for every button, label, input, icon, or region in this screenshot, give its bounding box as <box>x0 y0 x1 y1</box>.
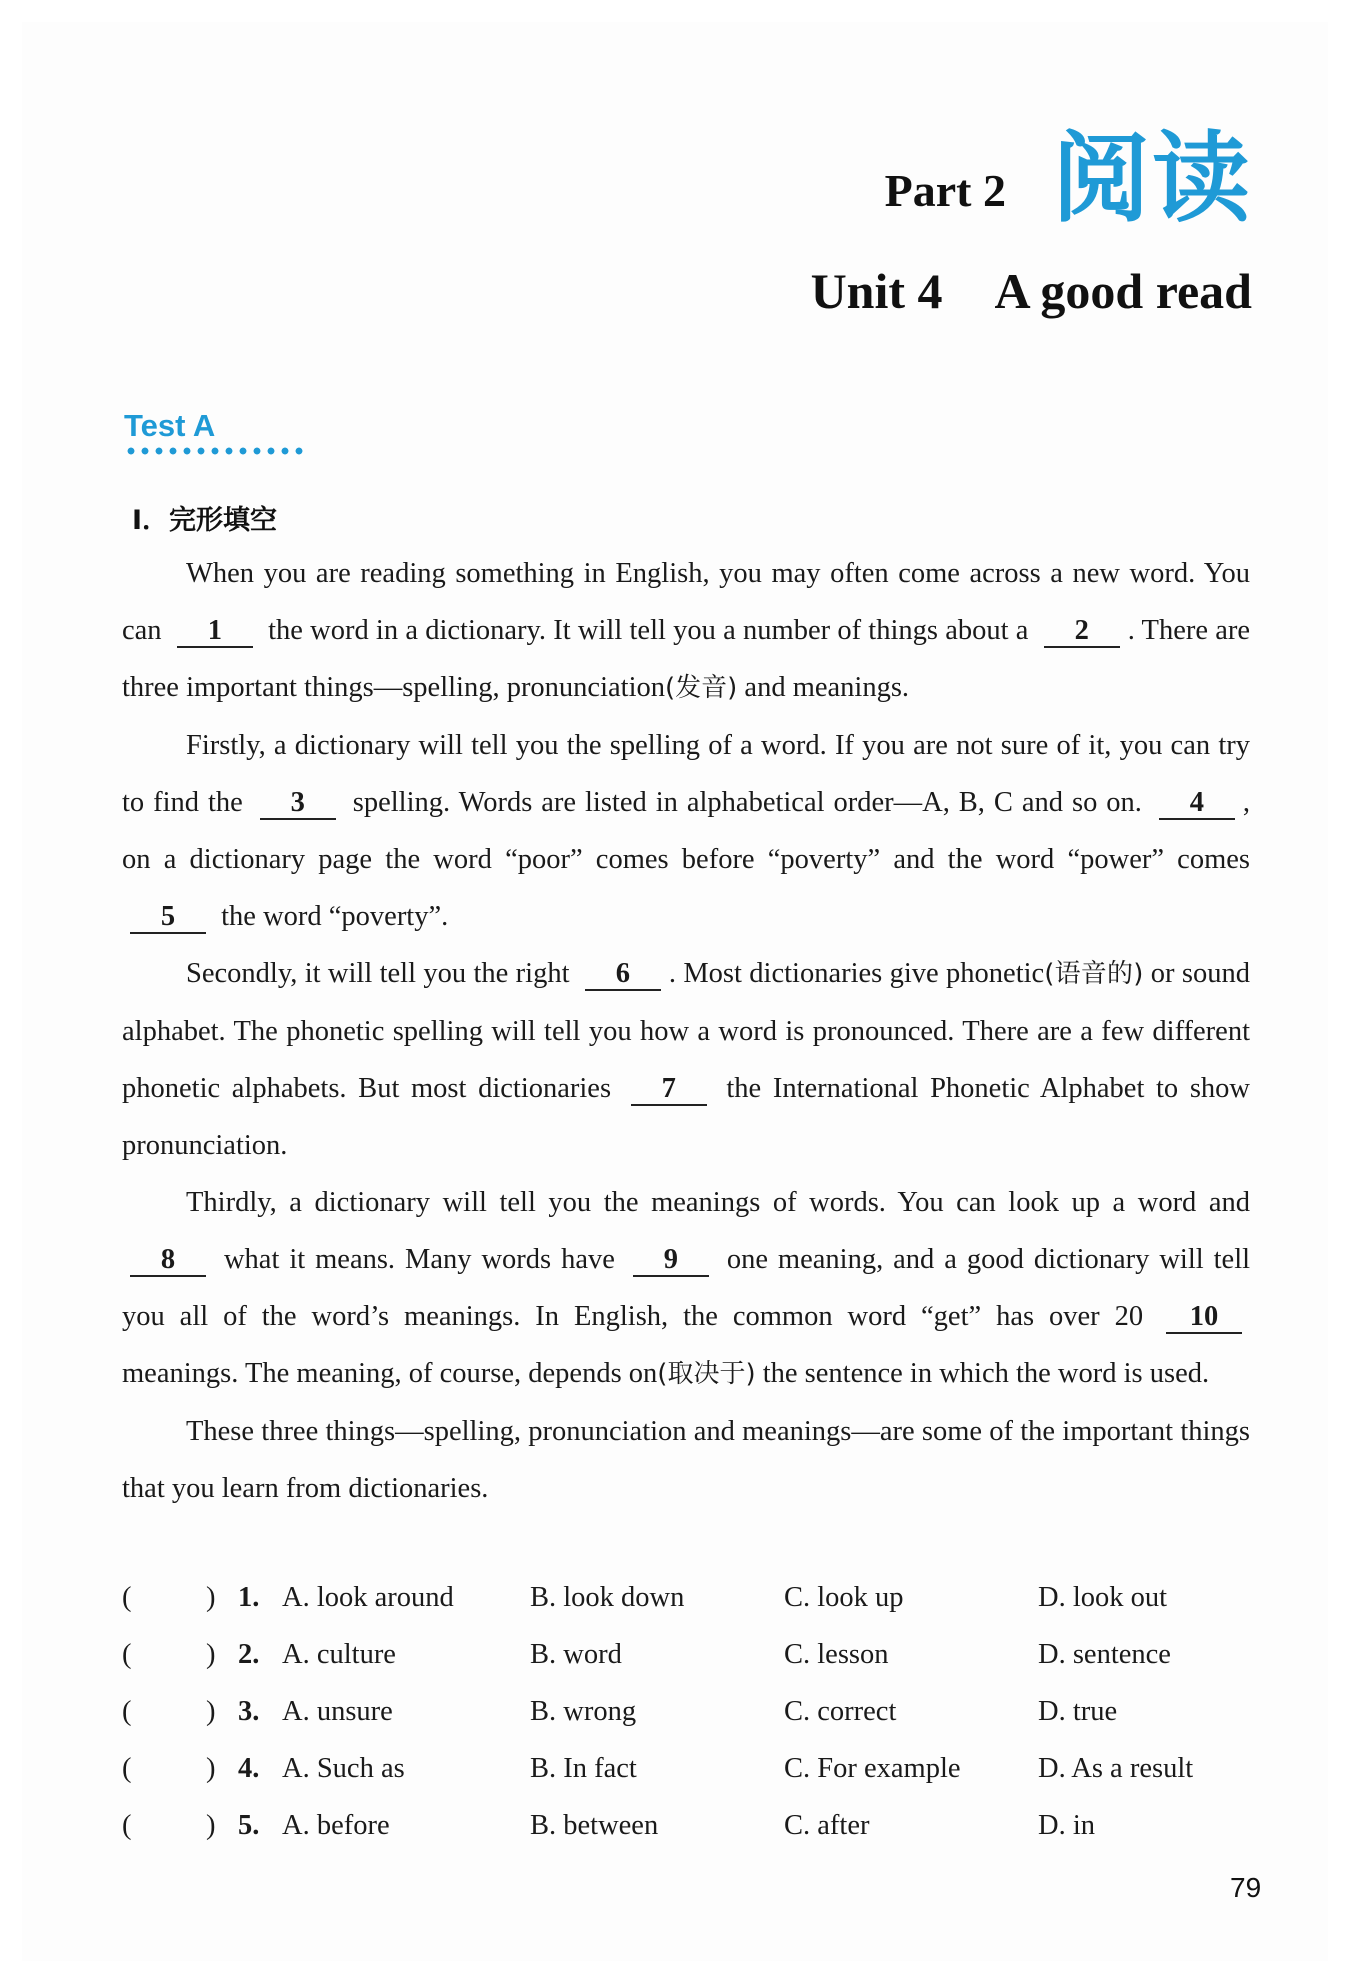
passage-text: what it means. Many words have <box>223 1244 615 1275</box>
test-label: Test A <box>124 408 216 443</box>
passage-text: the word in a dictionary. It will tell you a number of things about a <box>268 615 1029 646</box>
blank-6: 6 <box>585 959 661 991</box>
answer-paren-close: ) <box>206 1696 216 1727</box>
question-number: 2. <box>238 1639 260 1670</box>
unit-number: Unit 4 <box>810 263 943 319</box>
passage-text: Firstly, a dictionary will tell you the spelling of a word. If you are not sure of it, you can try to find the <box>122 730 1250 818</box>
option-b: B. wrong <box>530 1696 637 1727</box>
passage-text: These three things—spelling, pronunciation and meanings—are some of the important things that you learn from dictionaries. <box>122 1416 1250 1504</box>
answer-paren-open: ( <box>122 1810 132 1841</box>
passage-text: . There are three important things—spelling, pronunciation <box>122 615 1251 703</box>
question-row <box>122 1800 1262 1857</box>
option-c: C. For example <box>784 1753 961 1784</box>
answer-paren-open: ( <box>122 1696 132 1727</box>
option-c: C. look up <box>784 1582 904 1613</box>
answer-paren-close: ) <box>206 1582 216 1613</box>
option-d: D. in <box>1038 1810 1095 1841</box>
paragraph-3 <box>122 945 1250 1174</box>
blank-1: 1 <box>177 616 253 648</box>
option-a: A. Such as <box>282 1753 405 1784</box>
question-row <box>122 1686 1262 1743</box>
passage-text: , on a dictionary page the word “poor” comes before “poverty” and the word “power” comes <box>122 787 1250 875</box>
option-b: B. word <box>530 1639 622 1670</box>
answer-paren-close: ) <box>206 1753 216 1784</box>
paragraph-1 <box>122 545 1250 717</box>
passage-text: When you are reading something in English, you may often come across a new word. You can <box>122 558 1250 646</box>
passage-text: the sentence in which the word is used. <box>755 1358 1210 1389</box>
passage-text: Thirdly, a dictionary will tell you the meanings of words. You can look up a word and <box>186 1187 1250 1218</box>
blank-4: 4 <box>1159 788 1235 820</box>
blank-3: 3 <box>260 788 336 820</box>
passage-text: spelling. Words are listed in alphabetical order—A, B, C and so on. <box>352 787 1142 818</box>
option-a: A. unsure <box>282 1696 393 1727</box>
question-number: 4. <box>238 1753 260 1784</box>
page-number: 79 <box>1230 1872 1262 1903</box>
option-b: B. In fact <box>530 1753 637 1784</box>
option-b: B. look down <box>530 1582 685 1613</box>
blank-7: 7 <box>631 1074 707 1106</box>
option-c: C. after <box>784 1810 870 1841</box>
answer-paren-open: ( <box>122 1753 132 1784</box>
paragraph-2 <box>122 717 1250 945</box>
blank-10: 10 <box>1166 1302 1242 1334</box>
passage-text: Secondly, it will tell you the right <box>186 958 570 989</box>
dotted-underline <box>124 447 304 455</box>
answer-paren-close: ) <box>206 1639 216 1670</box>
passage-text: the word “poverty”. <box>221 901 449 932</box>
paragraph-4 <box>122 1174 1250 1403</box>
option-d: D. true <box>1038 1696 1118 1727</box>
passage-text: meanings. The meaning, of course, depends on <box>122 1358 658 1389</box>
blank-9: 9 <box>633 1245 709 1277</box>
question-number: 5. <box>238 1810 260 1841</box>
passage-text: the International Phonetic Alphabet to show pronunciation. <box>122 1073 1250 1161</box>
question-options <box>122 1572 1262 1857</box>
option-c: C. lesson <box>784 1639 889 1670</box>
answer-paren-open: ( <box>122 1582 132 1613</box>
unit-heading <box>811 262 1252 320</box>
blank-5: 5 <box>130 902 206 934</box>
part-label: Part 2 <box>884 165 1006 216</box>
section-title: Ⅰ．完形填空 <box>132 505 278 536</box>
question-number: 3. <box>238 1696 260 1727</box>
question-row <box>122 1629 1262 1686</box>
blank-2: 2 <box>1044 616 1120 648</box>
gloss-cn: (取决于) <box>657 1359 756 1389</box>
part-heading <box>884 122 1252 236</box>
option-b: B. between <box>530 1810 659 1841</box>
unit-title: A good read <box>994 263 1252 319</box>
option-d: D. As a result <box>1038 1753 1194 1784</box>
gloss-cn: (语音的) <box>1044 959 1144 989</box>
gloss-cn: (发音) <box>665 673 738 703</box>
blank-8: 8 <box>130 1245 206 1277</box>
question-number: 1. <box>238 1582 260 1613</box>
option-a: A. look around <box>282 1582 454 1613</box>
option-a: A. before <box>282 1810 390 1841</box>
paragraph-5 <box>122 1403 1250 1517</box>
passage-text: . Most dictionaries give phonetic <box>668 958 1045 989</box>
question-row <box>122 1743 1262 1800</box>
option-d: D. look out <box>1038 1582 1168 1613</box>
passage-text: or sound alphabet. The phonetic spelling will tell you how a word is pronounced. There are a few different phonetic alphabets. But most dictionaries <box>122 958 1250 1104</box>
answer-paren-open: ( <box>122 1639 132 1670</box>
passage-text: and meanings. <box>737 672 910 703</box>
passage-text: one meaning, and a good dictionary will tell you all of the word’s meanings. In English, the common word “get” has over 20 <box>122 1244 1251 1332</box>
answer-paren-close: ) <box>206 1810 216 1841</box>
option-d: D. sentence <box>1038 1639 1171 1670</box>
question-row <box>122 1572 1262 1629</box>
option-c: C. correct <box>784 1696 897 1727</box>
option-a: A. culture <box>282 1639 396 1670</box>
part-title-cn: 阅读 <box>1051 122 1252 236</box>
cloze-passage <box>122 545 1250 1517</box>
